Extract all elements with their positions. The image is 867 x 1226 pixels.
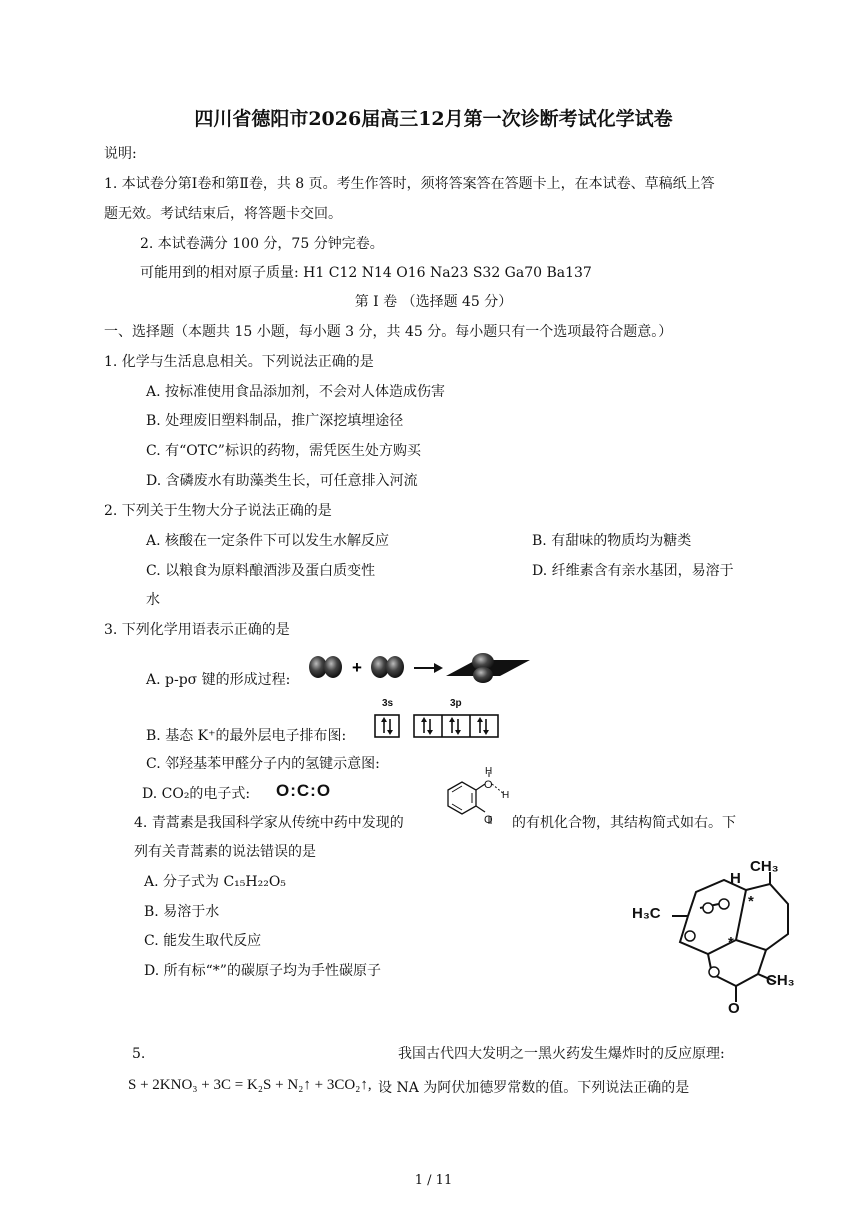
q1-option-c: C. 有“OTC”标识的药物，需凭医生处方购买 [146,443,421,459]
struct-ch3-right: CH₃ [766,972,795,989]
q2-option-d-cont: 水 [146,592,160,608]
instruction-item-2: 2. 本试卷满分 100 分，75 分钟完卷。 [140,236,384,252]
page-title: 四川省德阳市2026届高三12月第一次诊断考试化学试卷 [194,108,673,130]
q5-number: 5. [132,1046,146,1062]
struct-o-carbonyl: O [728,1000,740,1017]
struct-ch3-top: CH₃ [750,858,779,875]
struct-star-1: * [748,893,754,910]
q1-option-d: D. 含磷废水有助藻类生长，可任意排入河流 [146,473,418,489]
q4-option-c: C. 能发生取代反应 [144,933,262,949]
co2-electron-formula: O:C:O [276,781,332,800]
page-number: 1 / 11 [414,1173,453,1188]
orbital-3p-label: 3p [450,698,462,709]
q2-option-a: A. 核酸在一定条件下可以发生水解反应 [146,533,390,549]
atomic-masses: 可能用到的相对原子质量: H1 C12 N14 O16 Na23 S32 Ga70 Ba137 [140,265,592,281]
q3-stem: 3. 下列化学用语表示正确的是 [104,622,290,638]
q3-option-c: C. 邻羟基苯甲醛分子内的氢键示意图: [146,756,380,772]
instruction-item-1-cont: 题无效。考试结束后，将答题卡交回。 [104,206,342,222]
q3-option-b: B. 基态 K⁺的最外层电子排布图: [146,728,347,744]
q1-option-a: A. 按标准使用食品添加剂，不会对人体造成伤害 [146,384,446,400]
orbital-3s-label: 3s [382,698,394,709]
struct-star-2: * [728,934,734,951]
q4-option-b: B. 易溶于水 [144,904,220,920]
q3-option-a: A. p-pσ 键的形成过程: [146,672,291,688]
q1-stem: 1. 化学与生活息息相关。下列说法正确的是 [104,354,374,370]
hbond-o-top: O [484,779,493,791]
instructions-header: 说明: [104,146,137,162]
artemisinin-structure [628,850,808,1020]
q4-option-a: A. 分子式为 C₁₅H₂₂O₅ [144,874,286,890]
q2-stem: 2. 下列关于生物大分子说法正确的是 [104,503,332,519]
q5-stem: 我国古代四大发明之一黑火药发生爆炸时的反应原理: [398,1046,725,1062]
q2-option-d: D. 纤维素含有亲水基团，易溶于 [532,563,734,579]
orbital-diagram [372,713,502,739]
struct-h3c: H₃C [632,905,661,922]
hbond-o-bottom: O [484,814,493,826]
q4-stem-part2: 的有机化合物，其结构简式如右。下 [512,815,736,831]
hbond-h-right: H [502,790,510,801]
q1-option-b: B. 处理废旧塑料制品，推广深挖填埋途径 [146,413,404,429]
q4-stem-part1: 4. 青蒿素是我国科学家从传统中药中发现的 [134,815,404,831]
section-intro: 一、选择题（本题共 15 小题，每小题 3 分，共 45 分。每小题只有一个选项最符合题意。） [104,324,673,340]
section-heading: 第 I 卷 （选择题 45 分） [354,294,513,310]
instruction-item-1: 1. 本试卷分第Ⅰ卷和第Ⅱ卷，共 8 页。考生作答时，须将答案答在答题卡上，在本试卷、草稿纸上答 [104,176,715,192]
q4-stem-line2: 列有关青蒿素的说法错误的是 [134,844,316,860]
q2-option-c: C. 以粮食为原料酿酒涉及蛋白质变性 [146,563,376,579]
q5-equation: S + 2KNO₃ + 3C = K₂S + N₂↑ + 3CO₂↑, [128,1077,372,1093]
hydrogen-bond-diagram [440,774,520,830]
q5-stem-cont: 设 NA 为阿伏加德罗常数的值。下列说法正确的是 [378,1080,690,1096]
q2-option-b: B. 有甜味的物质均为糖类 [532,533,692,549]
q3-option-d: D. CO₂的电子式: [142,786,251,802]
svg-text:+: + [352,658,362,677]
struct-h: H [730,870,741,887]
q4-option-d: D. 所有标“*”的碳原子均为手性碳原子 [144,963,381,979]
p-p-sigma-bond-diagram [300,650,532,690]
hbond-h-top: H [485,766,493,777]
